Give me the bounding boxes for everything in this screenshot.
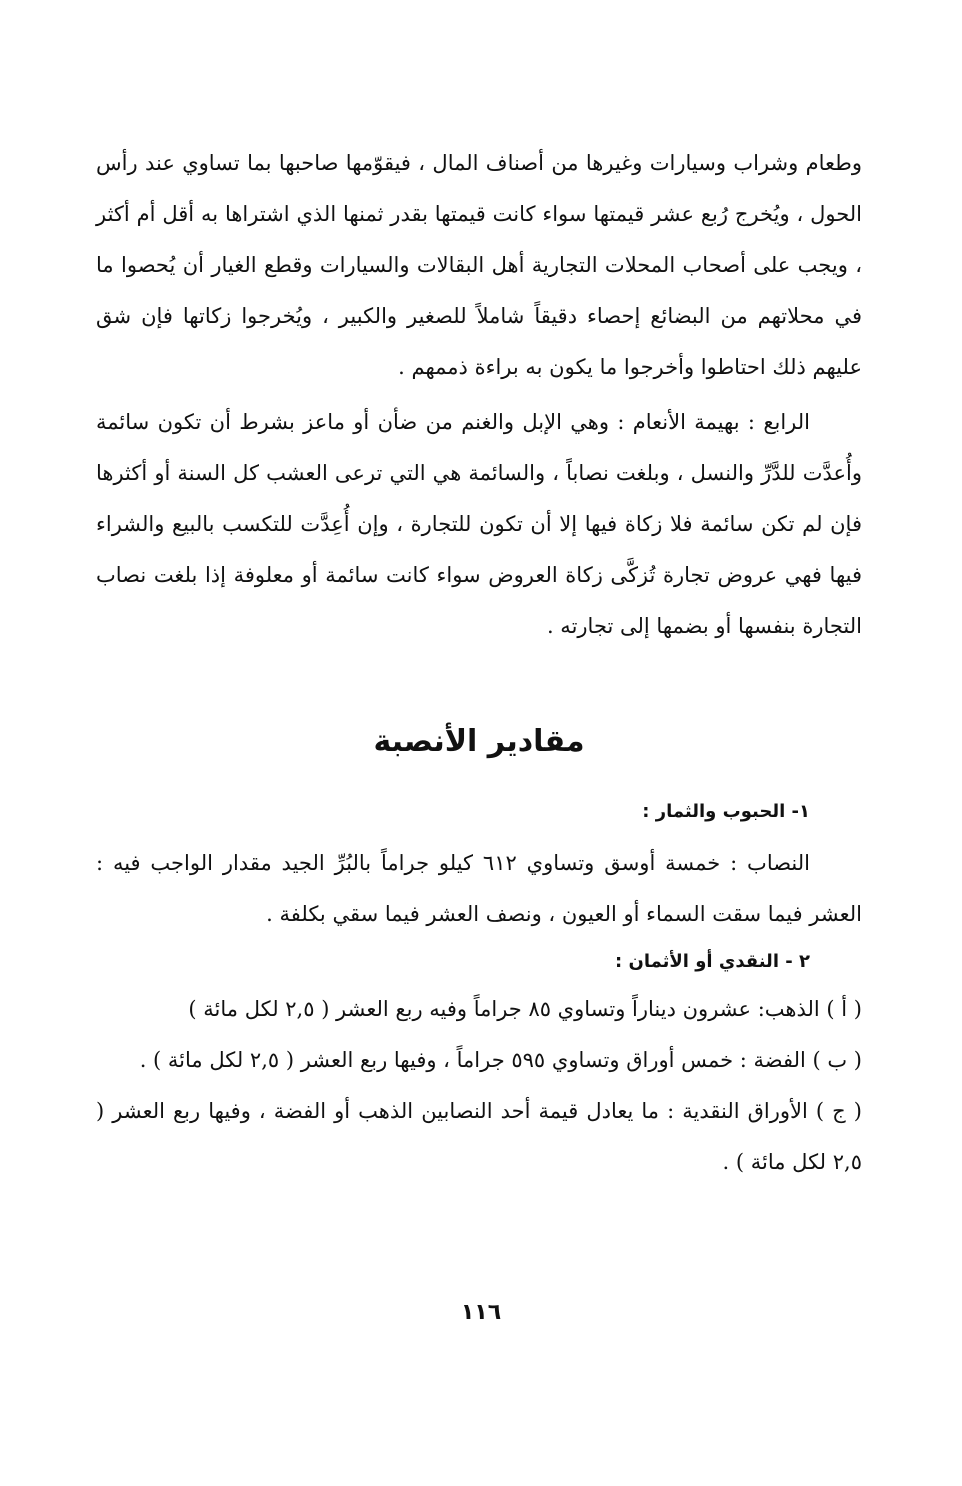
paragraph-grains-nisab: النصاب : خمسة أوسق وتساوي ٦١٢ كيلو جراماً بالبُرِّ الجيد مقدار الواجب فيه : العشر فيما سقت السماء أو العيون ، ونصف العشر فيما سقي بكلفة . <box>96 851 862 926</box>
subheading-grains-fruits: ١- الحبوب والثمار : <box>642 801 810 822</box>
list-item-banknotes: ( ج ) الأوراق النقدية : ما يعادل قيمة أحد النصابين الذهب أو الفضة ، وفيها ربع العشر ( ٢,٥ لكل مائة ) . <box>96 1099 862 1174</box>
page-number: ١١٦ <box>460 1300 502 1325</box>
list-item-silver: ( ب ) الفضة : خمس أوراق وتساوي ٥٩٥ جراماً ، وفيها ربع العشر ( ٢,٥ لكل مائة ) . <box>139 1048 862 1072</box>
list-item-gold: ( أ ) الذهب: عشرون ديناراً وتساوي ٨٥ جراماً وفيه ربع العشر ( ٢,٥ لكل مائة ) <box>188 997 862 1021</box>
paragraph-trade-goods: وطعام وشراب وسيارات وغيرها من أصناف المال ، فيقوّمها صاحبها بما تساوي عند رأس الحول ، ويُخرج رُبع عشر قيمتها سواء كانت قيمتها بقدر ثمنها الذي اشتراها به أقل أم أكثر ، ويجب على أصحاب المحلات التجارية أهل البقالات والسيارات وقطع الغيار أن يُحصوا ما في محلاتهم من البضائع إحصاء دقيقاً شاملاً للصغير والكبير ، ويُخرجوا زكاتها فإن شق عليهم ذلك احتاطوا وأخرجوا ما يكون به براءة ذممهم . <box>96 151 862 379</box>
paragraph-livestock: الرابع : بهيمة الأنعام : وهي الإبل والغنم من ضأن أو ماعز بشرط أن تكون سائمة وأُعدَّت للدَّرِّ والنسل ، وبلغت نصاباً ، والسائمة هي التي ترعى العشب كل السنة أو أكثرها فإن لم تكن سائمة فلا زكاة فيها إلا أن تكون للتجارة ، وإن أُعِدَّت للتكسب بالبيع والشراء فيها فهي عروض تجارة تُزكَّى زكاة العروض سواء كانت سائمة أو معلوفة إذا بلغت نصاب التجارة بنفسها أو بضمها إلى تجارته . <box>96 410 862 638</box>
page-content <box>96 138 862 1188</box>
section-title: مقادير الأنصبة <box>373 724 585 759</box>
subheading-currency: ٢ - النقدي أو الأثمان : <box>614 951 810 972</box>
